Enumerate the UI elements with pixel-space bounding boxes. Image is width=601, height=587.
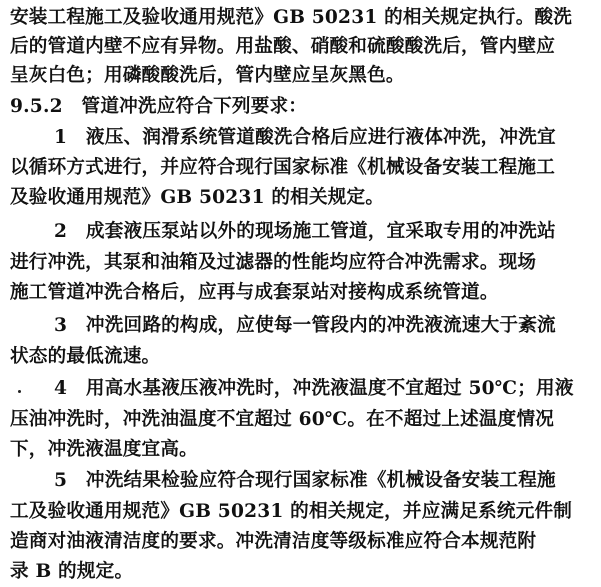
item-5-line-2: 工及验收通用规范》GB 50231 的相关规定，并应满足系统元件制 — [10, 501, 573, 522]
item-2-line-3: 施工管道冲洗合格后，应再与成套泵站对接构成系统管道。 — [10, 282, 499, 303]
text-line-1: 安装工程施工及验收通用规范》GB 50231 的相关规定执行。酸洗 — [10, 7, 573, 28]
item-5-line-1: 5 冲洗结果检验应符合现行国家标准《机械设备安装工程施 — [54, 470, 556, 491]
text-line-2: 后的管道内壁不应有异物。用盐酸、硝酸和硫酸酸洗后，管内壁应 — [10, 36, 556, 57]
text-line-3: 呈灰白色；用磷酸酸洗后，管内壁应呈灰黑色。 — [10, 65, 405, 86]
item-4-line-3: 下，冲洗液温度宜高。 — [10, 439, 198, 460]
item-4-line-2: 压油冲洗时，冲洗油温度不宜超过 60℃。在不超过上述温度情况 — [10, 409, 555, 430]
item-1-line-2: 以循环方式进行，并应符合现行国家标准《机械设备安装工程施工 — [10, 157, 556, 178]
item-1-line-1: 1 液压、润滑系统管道酸洗合格后应进行液体冲洗，冲洗宜 — [54, 127, 556, 148]
item-4-line-1: 4 用高水基液压液冲洗时，冲洗液温度不宜超过 50℃；用液 — [54, 378, 574, 399]
item-2-line-2: 进行冲洗，其泵和油箱及过滤器的性能均应符合冲洗需求。现场 — [10, 252, 537, 273]
item-5-line-3: 造商对油液清洁度的要求。冲洗清洁度等级标准应符合本规范附 — [10, 531, 537, 552]
item-1-line-3: 及验收通用规范》GB 50231 的相关规定。 — [10, 187, 385, 208]
item-3-line-2: 状态的最低流速。 — [10, 346, 161, 367]
item-3-line-1: 3 冲洗回路的构成，应使每一管段内的冲洗液流速大于紊流 — [54, 315, 556, 336]
item-5-line-4: 录 B 的规定。 — [10, 561, 134, 582]
clause-heading-9-5-2: 9.5.2 管道冲洗应符合下列要求： — [10, 96, 308, 117]
item-2-line-1: 2 成套液压泵站以外的现场施工管道，宜采取专用的冲洗站 — [54, 221, 556, 242]
scan-speck — [18, 390, 21, 393]
